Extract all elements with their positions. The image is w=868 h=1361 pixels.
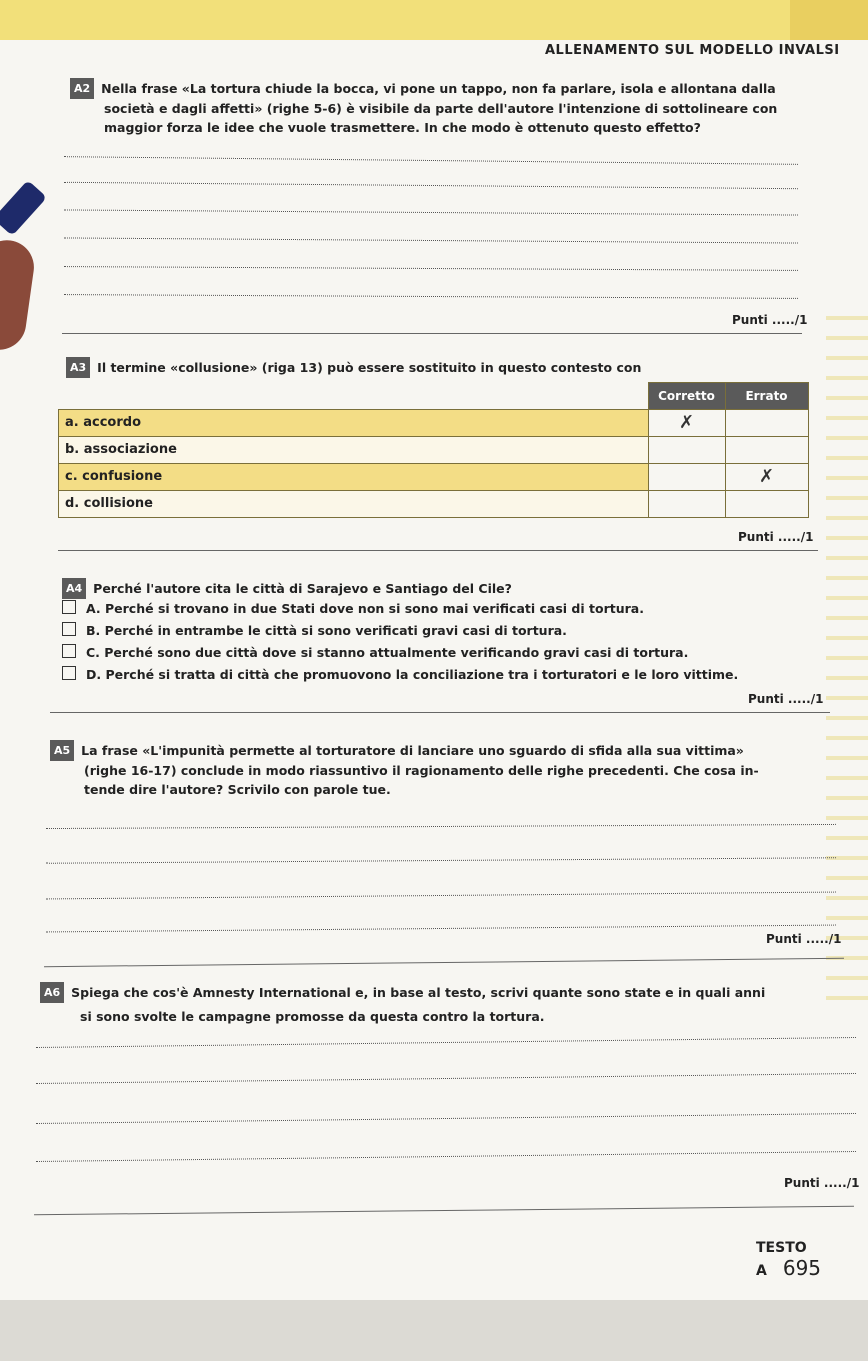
score-a6: Punti ...../1 (784, 1176, 860, 1190)
a6-line2: si sono svolte le campagne promosse da questa contro la tortura. (80, 1009, 545, 1024)
checkbox-d[interactable] (62, 666, 76, 680)
cell-correct-b[interactable] (648, 436, 725, 463)
score-a3: Punti ...../1 (738, 530, 814, 544)
a4-options (62, 598, 822, 686)
cell-wrong-d[interactable] (725, 490, 808, 517)
page-header-title: ALLENAMENTO SUL MODELLO INVALSI (545, 43, 840, 58)
divider-a4 (50, 712, 830, 713)
option-text: B. Perché in entrambe le città si sono verificati gravi casi di tortura. (86, 623, 567, 638)
a5-line2: (righe 16-17) conclude in modo riassuntivo il ragionamento delle righe precedenti. Che cosa in- (84, 763, 759, 778)
table-row (59, 436, 809, 463)
table-row (59, 409, 809, 436)
cell-correct-d[interactable] (648, 490, 725, 517)
list-item[interactable] (62, 620, 822, 642)
question-a3 (66, 357, 641, 378)
cell-correct-a[interactable]: ✗ (648, 409, 725, 436)
footer-label: TESTO A (756, 1240, 807, 1279)
badge-a5: A5 (50, 740, 74, 761)
badge-a4: A4 (62, 578, 86, 599)
score-a4: Punti ...../1 (748, 692, 824, 706)
list-item[interactable] (62, 598, 822, 620)
col-header-correct: Corretto (648, 383, 725, 410)
a3-options-table (58, 382, 809, 518)
divider-a3 (58, 550, 818, 551)
cell-correct-c[interactable] (648, 463, 725, 490)
badge-a6: A6 (40, 982, 64, 1003)
question-a4 (62, 578, 512, 599)
page-footer (756, 1240, 868, 1280)
option-label: a. accordo (59, 409, 649, 436)
badge-a3: A3 (66, 357, 90, 378)
option-text: C. Perché sono due città dove si stanno attualmente verificando gravi casi di tortura. (86, 645, 689, 660)
checkbox-b[interactable] (62, 622, 76, 636)
score-a2: Punti ...../1 (732, 313, 808, 327)
table-row (59, 490, 809, 517)
a2-line2: società e dagli affetti» (righe 5-6) è visibile da parte dell'autore l'intenzione di sottolineare con (104, 101, 778, 116)
option-text: A. Perché si trovano in due Stati dove non si sono mai verificati casi di tortura. (86, 601, 644, 616)
option-label: c. confusione (59, 463, 649, 490)
page-number: 695 (782, 1256, 822, 1280)
a5-line3: tende dire l'autore? Scrivilo con parole tue. (84, 782, 391, 797)
checkbox-c[interactable] (62, 644, 76, 658)
list-item[interactable] (62, 642, 822, 664)
score-a5: Punti ...../1 (766, 932, 842, 946)
list-item[interactable] (62, 664, 822, 686)
option-label: b. associazione (59, 436, 649, 463)
a5-line1: La frase «L'impunità permette al torturatore di lanciare uno sguardo di sfida alla sua vittima» (81, 743, 744, 758)
question-a2 (70, 78, 790, 137)
checkbox-a[interactable] (62, 600, 76, 614)
question-a5 (50, 740, 840, 799)
cell-wrong-a[interactable] (725, 409, 808, 436)
option-label: d. collisione (59, 490, 649, 517)
a2-line3: maggior forza le idee che vuole trasmettere. In che modo è ottenuto questo effetto? (104, 120, 701, 135)
divider-a2 (62, 333, 802, 334)
option-text: D. Perché si tratta di città che promuovono la conciliazione tra i torturatori e le loro vittime. (86, 667, 739, 682)
page-bottom-shadow (0, 1300, 868, 1361)
a4-question: Perché l'autore cita le città di Sarajevo e Santiago del Cile? (93, 581, 512, 596)
col-header-wrong: Errato (725, 383, 808, 410)
a3-table-wrap (58, 382, 809, 518)
cell-wrong-c[interactable]: ✗ (725, 463, 808, 490)
question-a6 (40, 982, 852, 1026)
cell-wrong-b[interactable] (725, 436, 808, 463)
table-row (59, 463, 809, 490)
a3-question: Il termine «collusione» (riga 13) può essere sostituito in questo contesto con (97, 360, 642, 375)
page-edge-stripes (826, 300, 868, 1000)
a2-line1: Nella frase «La tortura chiude la bocca, vi pone un tappo, non fa parlare, isola e allontana dalla (101, 81, 776, 96)
badge-a2: A2 (70, 78, 94, 99)
a6-line1: Spiega che cos'è Amnesty International e, in base al testo, scrivi quante sono state e in quali anni (71, 985, 766, 1000)
